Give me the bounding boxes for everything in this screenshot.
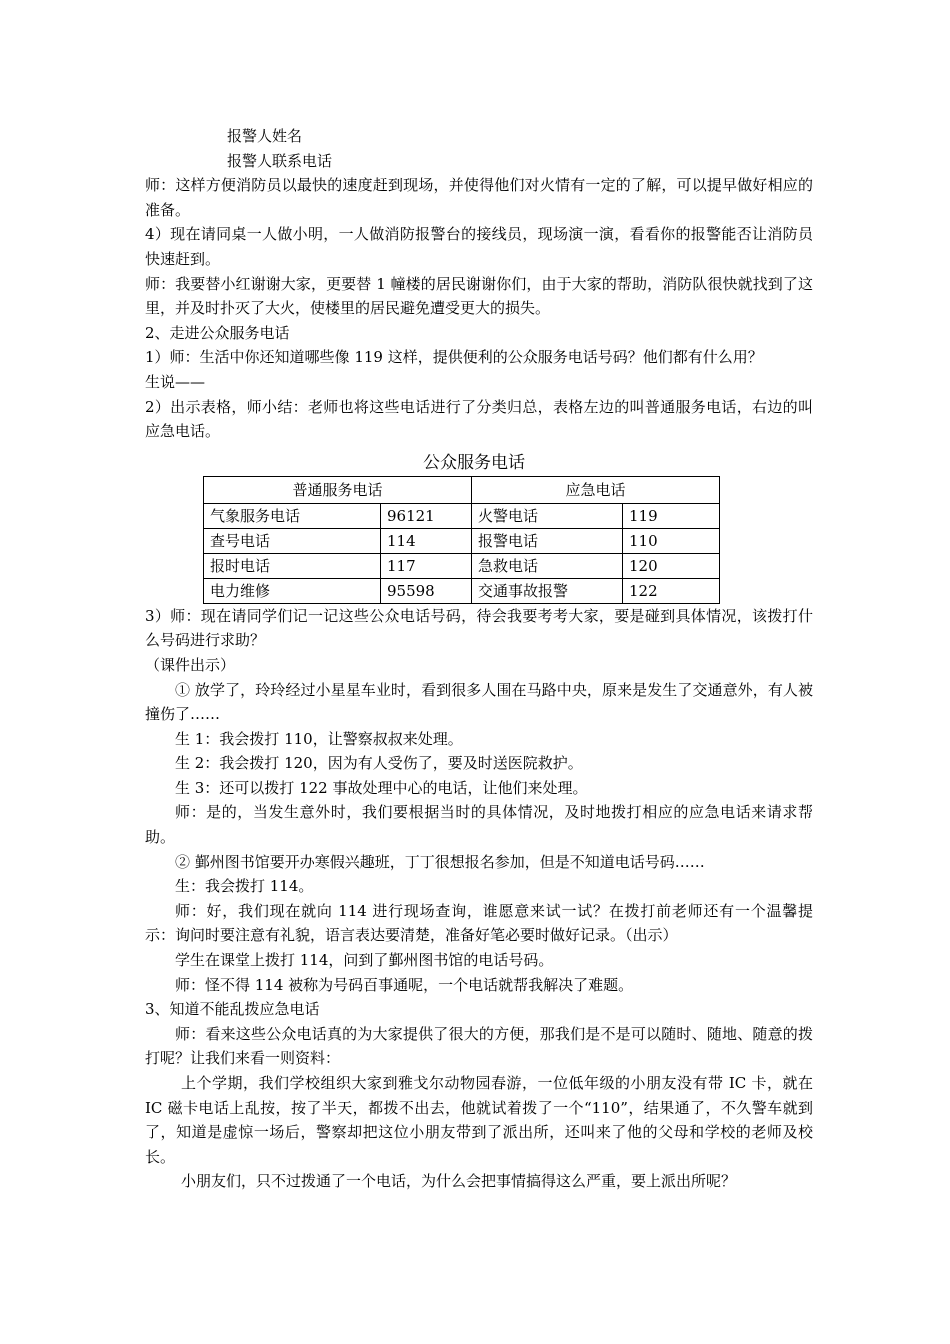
emergency-number: 110 [623,528,720,553]
section-heading: 3、知道不能乱拨应急电话 [145,1000,320,1019]
emergency-number: 120 [623,553,720,578]
table-header-row [204,476,720,503]
paragraph: 师：我要替小红谢谢大家，更要替 1 幢楼的居民谢谢你们，由于大家的帮助，消防队很快就找到了这里，并及时扑灭了大火，使楼里的居民避免遭受更大的损失。 [145,274,813,318]
document-page [145,124,813,1194]
service-number: 96121 [381,503,472,528]
emergency-name: 急救电话 [472,553,623,578]
paragraph: 师：看来这些公众电话真的为大家提供了很大的方便，那我们是不是可以随时、随地、随意的拨打呢？让我们来看一则资料： [145,1024,813,1068]
service-name: 气象服务电话 [204,503,381,528]
paragraph: （课件出示） [145,655,236,674]
paragraph: 生 1：我会拨打 110，让警察叔叔来处理。 [175,729,463,748]
emergency-number: 122 [623,578,720,603]
service-number: 114 [381,528,472,553]
emergency-name: 火警电话 [472,503,623,528]
reporter-name-item: 报警人姓名 [227,127,303,145]
paragraph: ② 鄞州图书馆要开办寒假兴趣班，丁丁很想报名参加，但是不知道电话号码…… [175,852,705,871]
paragraph: 小朋友们，只不过拨通了一个电话，为什么会把事情搞得这么严重，要上派出所呢？ [181,1172,737,1191]
paragraph: 生 2：我会拨打 120，因为有人受伤了，要及时送医院救护。 [175,754,583,773]
paragraph: 上个学期，我们学校组织大家到雅戈尔动物园春游，一位低年级的小朋友没有带 IC 卡，就在 IC 磁卡电话上乱按，按了半天，都拨不出去，他就试着拨了一个“110”，结果通了，不久警车就到了，知道是虚惊一场后，警察却把这位小朋友带到了派出所，还叫来了他的父母和学校的老师及校长。 [145,1074,813,1166]
header-emergency: 应急电话 [472,476,720,503]
paragraph: 生：我会拨打 114。 [175,877,314,896]
section-heading: 2、走进公众服务电话 [145,323,290,342]
table-row [204,503,720,528]
service-number: 117 [381,553,472,578]
paragraph: 学生在课堂上拨打 114，问到了鄞州图书馆的电话号码。 [175,951,554,970]
table-title: 公众服务电话 [423,452,525,473]
paragraph: 师：这样方便消防员以最快的速度赶到现场，并使得他们对火情有一定的了解，可以提早做好相应的准备。 [145,176,813,219]
service-number: 95598 [381,578,472,603]
table-row [204,553,720,578]
reporter-phone-item: 报警人联系电话 [227,151,333,170]
paragraph: 生说—— [145,372,206,391]
paragraph: 2）出示表格，师小结：老师也将这些电话进行了分类归总，表格左边的叫普通服务电话，右边的叫应急电话。 [145,397,813,441]
paragraph: 3）师：现在请同学们记一记这些公众电话号码，待会我要考考大家，要是碰到具体情况，该拨打什么号码进行求助？ [145,606,813,650]
paragraph: 4）现在请同桌一人做小明，一人做消防报警台的接线员，现场演一演，看看你的报警能否让消防员快速赶到。 [145,225,813,268]
service-name: 报时电话 [204,553,381,578]
paragraph: 师：好，我们现在就向 114 进行现场查询，谁愿意来试一试？在拨打前老师还有一个温馨提示：询问时要注意有礼貌，语言表达要清楚，准备好笔必要时做好记录。（出示） [145,901,813,945]
table-row [204,578,720,603]
emergency-number: 119 [623,503,720,528]
table-row [204,528,720,553]
paragraph: 师：怪不得 114 被称为号码百事通呢，一个电话就帮我解决了难题。 [175,975,634,994]
service-name: 查号电话 [204,528,381,553]
phone-table [203,476,720,604]
header-regular-service: 普通服务电话 [204,476,472,503]
paragraph: 生 3：还可以拨打 122 事故处理中心的电话，让他们来处理。 [175,778,588,797]
service-name: 电力维修 [204,578,381,603]
paragraph: ① 放学了，玲玲经过小星星车业时，看到很多人围在马路中央，原来是发生了交通意外，有人被撞伤了…… [145,680,813,724]
emergency-name: 交通事故报警 [472,578,623,603]
paragraph: 1）师：生活中你还知道哪些像 119 这样，提供便利的公众服务电话号码？他们都有什么用？ [145,348,763,367]
emergency-name: 报警电话 [472,528,623,553]
paragraph: 师：是的，当发生意外时，我们要根据当时的具体情况，及时地拨打相应的应急电话来请求帮助。 [145,803,813,847]
